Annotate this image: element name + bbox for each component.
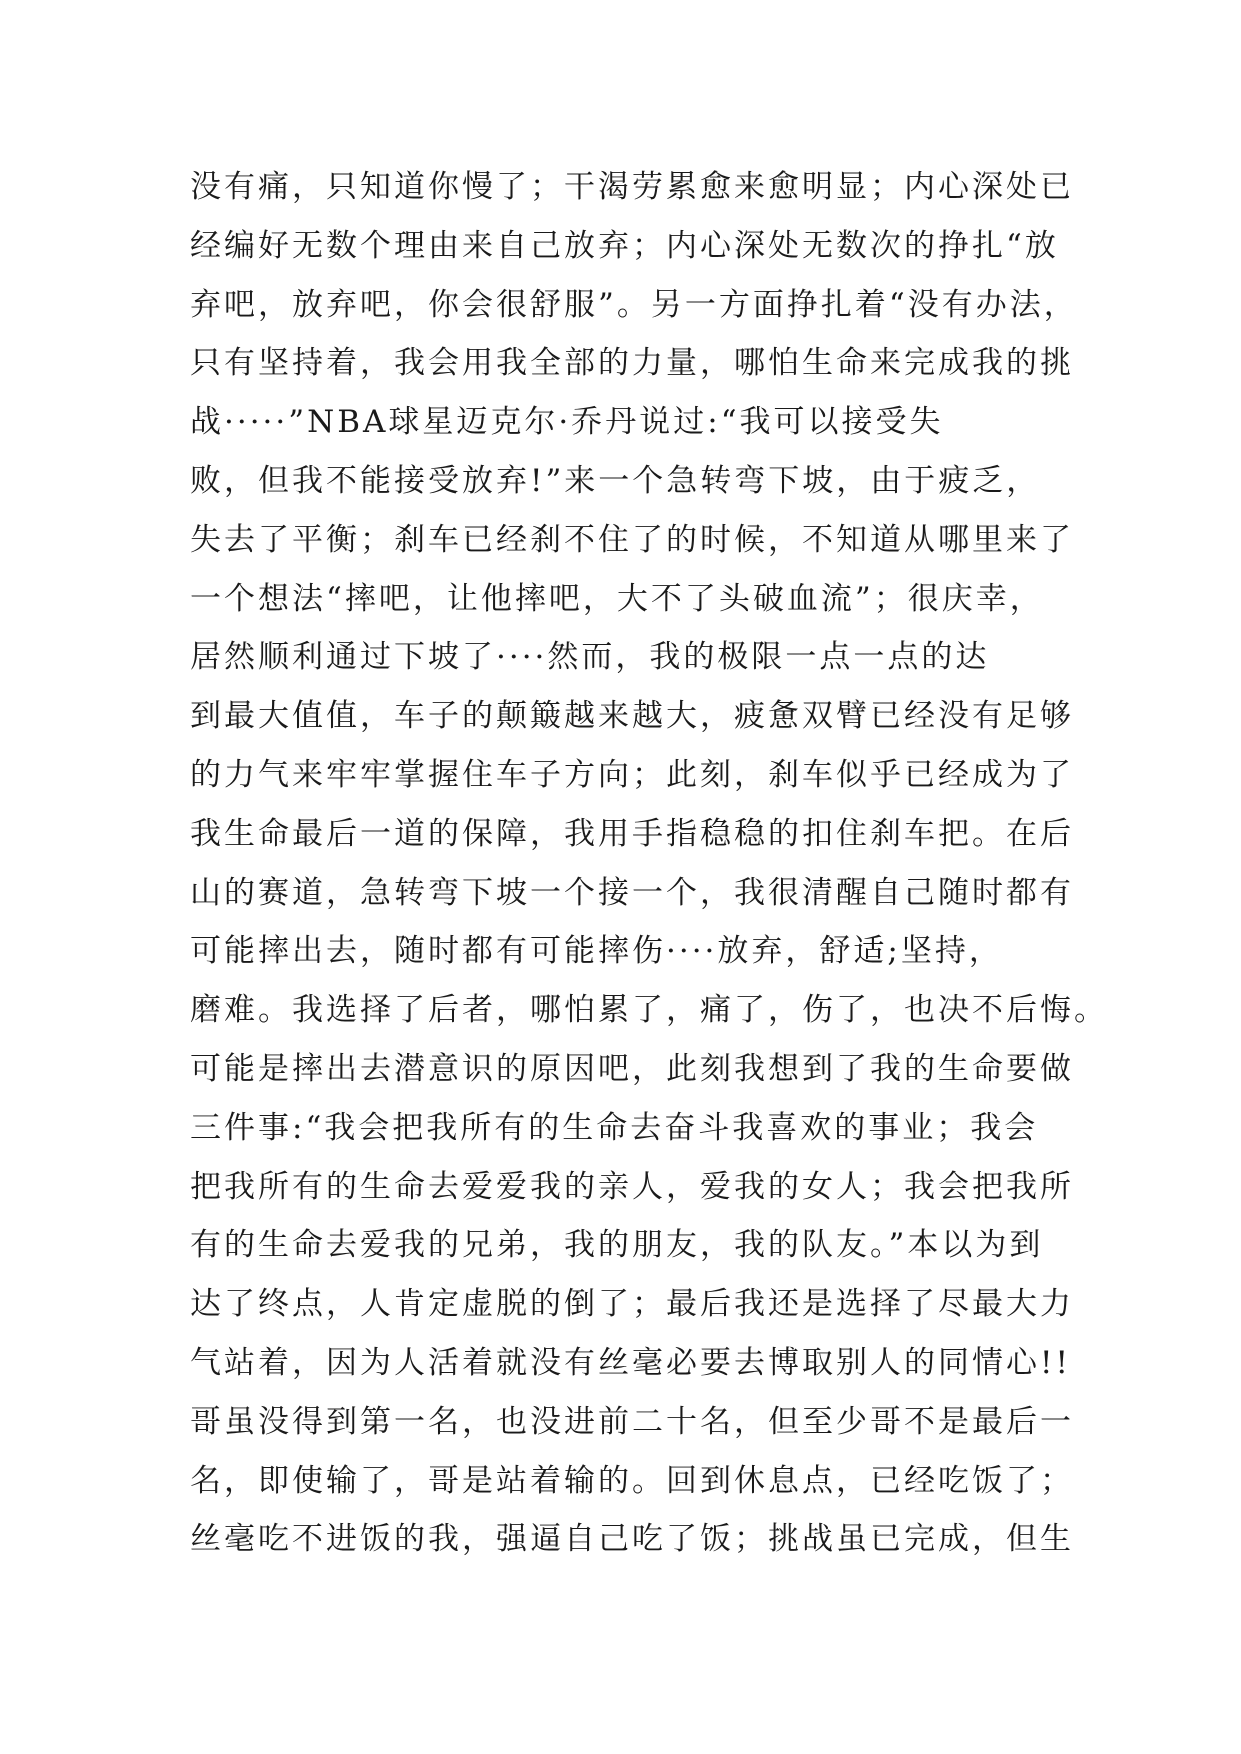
text-line: 败，但我不能接受放弃!”来一个急转弯下坡，由于疲乏， <box>190 462 1041 499</box>
text-line: 名，即使输了，哥是站着输的。回到休息点，已经吃饭了； <box>190 1462 1074 1499</box>
text-line: 有的生命去爱我的兄弟，我的朋友，我的队友。”本以为到 <box>190 1227 1044 1264</box>
text-line: 到最大值值，车子的颠簸越来越大，疲惫双臂已经没有足够 <box>190 698 1074 735</box>
text-line: 的力气来牢牢掌握住车子方向；此刻，刹车似乎已经成为了 <box>190 756 1074 793</box>
body-text <box>190 158 1108 1569</box>
text-line: 丝毫吃不进饭的我，强逼自己吃了饭；挑战虽已完成，但生 <box>190 1521 1074 1558</box>
text-line: 没有痛，只知道你慢了；干渴劳累愈来愈明显；内心深处已 <box>190 169 1074 205</box>
text-line: 弃吧，放弃吧，你会很舒服”。另一方面挣扎着“没有办法， <box>190 286 1078 323</box>
text-line: 把我所有的生命去爱爱我的亲人，爱我的女人；我会把我所 <box>190 1168 1074 1205</box>
text-line: 战·····”NBA球星迈克尔·乔丹说过:“我可以接受失 <box>190 404 944 441</box>
text-line: 居然顺利通过下坡了····然而，我的极限一点一点的达 <box>190 639 990 676</box>
text-line: 我生命最后一道的保障，我用手指稳稳的扣住刹车把。在后 <box>190 815 1074 852</box>
text-line: 只有坚持着，我会用我全部的力量，哪怕生命来完成我的挑 <box>190 345 1074 382</box>
text-line: 气站着，因为人活着就没有丝毫必要去博取别人的同情心!! <box>190 1344 1071 1381</box>
text-line: 可能摔出去，随时都有可能摔伤····放弃，舒适;坚持， <box>190 933 1003 970</box>
text-line: 山的赛道，急转弯下坡一个接一个，我很清醒自己随时都有 <box>190 874 1074 911</box>
text-line: 可能是摔出去潜意识的原因吧，此刻我想到了我的生命要做 <box>190 1050 1074 1087</box>
text-line: 经编好无数个理由来自己放弃；内心深处无数次的挣扎“放 <box>190 227 1059 264</box>
text-line: 哥虽没得到第一名，也没进前二十名，但至少哥不是最后一 <box>190 1403 1074 1440</box>
text-line: 三件事:“我会把我所有的生命去奋斗我喜欢的事业；我会 <box>190 1109 1039 1146</box>
text-line: 达了终点，人肯定虚脱的倒了；最后我还是选择了尽最大力 <box>190 1286 1074 1323</box>
text-line: 失去了平衡；刹车已经刹不住了的时候，不知道从哪里来了 <box>190 521 1074 558</box>
text-line: 磨难。我选择了后者，哪怕累了，痛了，伤了，也决不后悔。 <box>190 992 1108 1029</box>
text-line: 一个想法“摔吧，让他摔吧，大不了头破血流”；很庆幸， <box>190 580 1044 617</box>
